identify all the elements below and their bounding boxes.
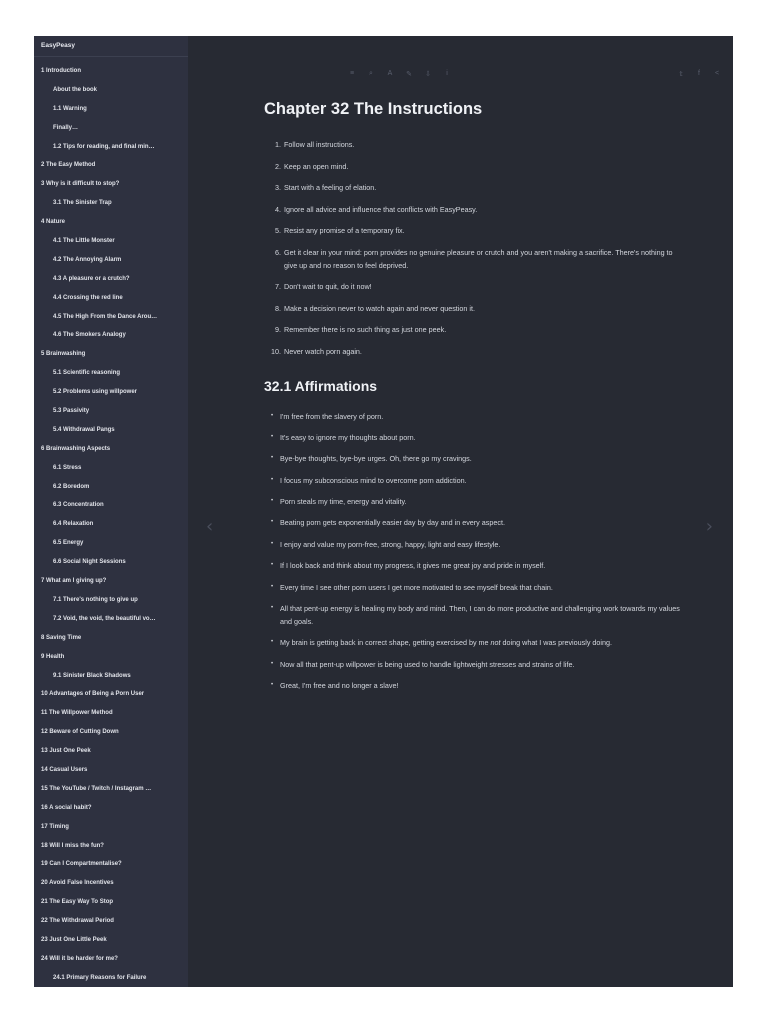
sidebar-item[interactable]: 8 Saving Time [41,634,82,641]
list-item: • Great, I'm free and no longer a slave! [264,679,684,692]
list-item: • I'm free from the slavery of porn. [264,410,684,423]
list-number: 8. [275,303,281,313]
sidebar-item[interactable]: 18 Will I miss the fun? [41,842,104,849]
sidebar-item[interactable]: 23 Just One Little Peek [41,936,107,943]
sidebar-item[interactable]: 5.1 Scientific reasoning [53,370,121,377]
sidebar-item[interactable]: 13 Just One Peek [41,748,91,755]
instruction-text: Start with a feeling of elation. [284,183,377,192]
list-item [264,323,684,336]
instruction-text: Ignore all advice and influence that conflicts with EasyPeasy. [284,204,478,214]
chapter-content-area [188,36,733,987]
list-number: 4. [275,204,281,214]
instruction-text: Never watch porn again. [284,346,362,356]
share-icon[interactable]: < [714,70,720,77]
sidebar-item[interactable]: 3.1 The Sinister Trap [53,200,112,207]
share-bar [677,70,721,78]
sidebar-item[interactable]: 5.3 Passivity [53,408,90,415]
list-item: • My brain is getting back in correct shape, getting exercised by me not doing what I was previously doing. [264,636,684,649]
list-item: • Bye-bye thoughts, bye-bye urges. Oh, there go my cravings. [264,452,684,465]
list-item [264,302,684,315]
list-item [264,246,684,272]
toolbar [348,70,451,78]
sidebar-item[interactable]: 9.1 Sinister Black Shadows [53,672,131,679]
next-chapter-arrow[interactable]: › [705,516,713,537]
list-item: • All that pent-up energy is healing my body and mind. Then, I can do more productive and challenging work towards my values and goals. [264,602,684,628]
sidebar-item[interactable]: 4.1 The Little Monster [53,238,115,245]
instruction-text: Keep an open mind. [284,161,349,171]
list-item: • I enjoy and value my porn-free, strong, happy, light and easy lifestyle. [264,538,684,551]
chapter-body [264,100,684,701]
facebook-icon[interactable]: f [698,70,700,77]
sidebar-item[interactable]: 15 The YouTube / Twitch / Instagram … [41,785,152,792]
sidebar-item[interactable]: 6.6 Social Night Sessions [53,559,126,566]
sidebar-item[interactable]: 11 The Willpower Method [41,710,113,717]
instruction-text: Don't wait to quit, do it now! [284,282,372,291]
previous-chapter-arrow[interactable]: ‹ [206,516,214,537]
download-icon[interactable]: ⇩ [425,71,431,78]
font-icon[interactable]: A [387,70,393,77]
sidebar-item[interactable]: 22 The Withdrawal Period [41,918,114,925]
list-item: • It's easy to ignore my thoughts about porn. [264,431,684,444]
sidebar-item[interactable]: 4 Nature [41,219,66,226]
sidebar-item[interactable]: 4.5 The High From the Dance Arou… [53,313,158,320]
list-item [264,345,684,358]
book-window [34,36,733,987]
edit-icon[interactable]: ✎ [406,71,412,78]
sidebar-item[interactable]: 16 A social habit? [41,804,92,811]
sidebar-item[interactable]: Finally… [53,124,79,131]
instructions-list [264,138,684,358]
list-number: 2. [275,161,281,171]
sidebar-item[interactable]: 6 Brainwashing Aspects [41,445,111,452]
sidebar-item[interactable]: 2 The Easy Method [41,162,96,169]
sidebar-title[interactable]: EasyPeasy [34,36,188,57]
toc-list [34,62,188,987]
list-item [264,138,684,151]
list-item [264,224,684,237]
sidebar-item[interactable]: 9 Health [41,653,65,660]
sidebar-item[interactable]: 4.4 Crossing the red line [53,294,123,301]
instruction-text: Make a decision never to watch again and never question it. [284,303,475,313]
affirmations-heading: 32.1 Affirmations [264,377,378,394]
sidebar-item[interactable]: 6.3 Concentration [53,502,104,509]
sidebar-item[interactable]: 4.3 A pleasure or a crutch? [53,275,130,282]
sidebar-item[interactable]: 7.2 Void, the void, the beautiful vo… [53,615,156,622]
sidebar-item[interactable]: 7 What am I giving up? [41,578,107,585]
sidebar-item[interactable]: 21 The Easy Way To Stop [41,899,114,906]
sidebar-item[interactable]: 17 Timing [41,823,69,830]
instruction-text: Get it clear in your mind: porn provides no genuine pleasure or crutch and you aren't making a sacrifice. There's nothing to give up and no reason to feel deprived. [284,247,673,270]
list-item [264,181,684,194]
twitter-icon[interactable]: 𝕥 [679,71,683,78]
list-item: • If I look back and think about my progress, it gives me great joy and pride in myself. [264,559,684,572]
list-item: • Now all that pent-up willpower is being used to handle lightweight stresses and strains of life. [264,658,684,671]
search-icon[interactable]: ⌕ [369,70,373,77]
sidebar-item[interactable]: 6.4 Relaxation [53,521,94,528]
sidebar-item[interactable]: 1 Introduction [41,68,81,74]
sidebar-item[interactable]: 20 Avoid False Incentives [41,880,114,887]
list-number: 10. [271,346,281,356]
list-number: 6. [275,247,281,257]
sidebar-item[interactable]: 6.5 Energy [53,540,84,547]
info-icon[interactable]: i [446,70,448,77]
list-item [264,280,684,293]
sidebar-item[interactable]: 6.2 Boredom [53,483,90,490]
sidebar-item[interactable]: 1.1 Warning [53,105,87,112]
list-number: 5. [275,226,281,235]
sidebar-item[interactable]: 14 Casual Users [41,766,88,773]
sidebar-item[interactable]: 5.2 Problems using willpower [53,389,138,396]
sidebar-item[interactable]: 5 Brainwashing [41,351,86,358]
affirmations-list [264,410,684,693]
sidebar-item[interactable]: 6.1 Stress [53,464,82,471]
list-number: 7. [275,282,281,291]
sidebar-item[interactable]: 24 Will it be harder for me? [41,955,118,962]
sidebar-item[interactable]: 3 Why is it difficult to stop? [41,181,120,188]
chapter-title: Chapter 32 The Instructions [264,100,483,118]
list-number: 1. [275,140,281,149]
list-item [264,203,684,216]
instruction-text: Resist any promise of a temporary fix. [284,226,405,235]
sidebar-item[interactable]: 10 Advantages of Being a Porn User [41,691,145,698]
sidebar-item[interactable]: 24.1 Primary Reasons for Failure [53,974,147,981]
sidebar-item[interactable]: About the book [53,86,97,93]
list-item: • Beating porn gets exponentially easier day by day and in every aspect. [264,516,684,529]
menu-icon[interactable]: ≡ [349,70,355,77]
sidebar-item[interactable]: 5.4 Withdrawal Pangs [53,426,115,433]
instruction-text: Follow all instructions. [284,140,355,149]
list-item: • Every time I see other porn users I get more motivated to see myself break that chain. [264,581,684,594]
list-item [264,160,684,173]
sidebar-item[interactable]: 4.6 The Smokers Analogy [53,332,126,339]
sidebar-item[interactable]: 4.2 The Annoying Alarm [53,256,122,263]
sidebar-item[interactable]: 19 Can I Compartmentalise? [41,861,122,868]
list-number: 3. [275,183,281,192]
instruction-text: Remember there is no such thing as just one peek. [284,325,447,334]
list-item: • I focus my subconscious mind to overcome porn addiction. [264,474,684,487]
list-number: 9. [275,325,281,334]
sidebar-item[interactable]: 1.2 Tips for reading, and final min… [53,143,155,150]
list-item: • Porn steals my time, energy and vitality. [264,495,684,508]
sidebar-item[interactable]: 12 Beware of Cutting Down [41,729,119,736]
table-of-contents-sidebar [34,36,188,987]
sidebar-item[interactable]: 7.1 There's nothing to give up [53,596,138,603]
